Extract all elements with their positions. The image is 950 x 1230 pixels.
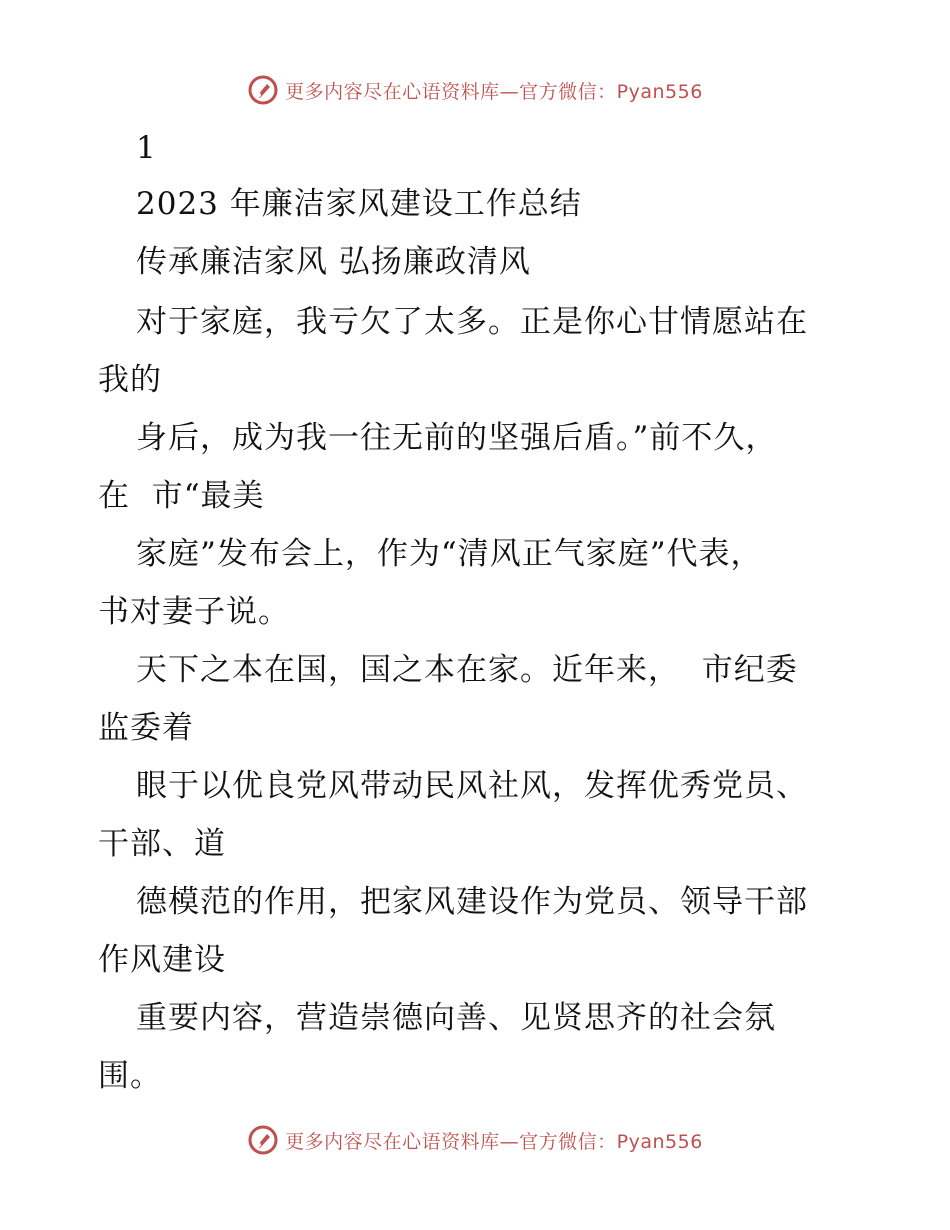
- paragraph-line: 眼于以优良党风带动民风社风，发挥优秀党员、: [136, 768, 808, 804]
- paragraph-line: 干部、道: [98, 826, 226, 862]
- footer-watermark: [0, 1120, 950, 1160]
- document-title: 2023 年廉洁家风建设工作总结: [136, 186, 582, 222]
- paragraph-line: 身后，成为我一往无前的坚强后盾。”前不久，: [136, 420, 778, 456]
- pen-nib-logo-icon: [247, 74, 279, 106]
- paragraph-line: 监委着: [98, 710, 194, 746]
- pen-nib-logo-icon: [247, 1124, 279, 1156]
- document-subtitle: 传承廉洁家风 弘扬廉政清风: [136, 244, 531, 280]
- watermark-text: 更多内容尽在心语资料库—官方微信：Pyan556: [285, 1130, 703, 1153]
- paragraph-line: 德模范的作用，把家风建设作为党员、领导干部: [136, 884, 808, 920]
- watermark-text: 更多内容尽在心语资料库—官方微信：Pyan556: [285, 80, 703, 103]
- header-watermark: [0, 70, 950, 110]
- paragraph-line: 书对妻子说。: [98, 594, 290, 630]
- paragraph-line: 作风建设: [98, 942, 226, 978]
- paragraph-line: 我的: [98, 362, 162, 398]
- paragraph-line: 围。: [98, 1058, 162, 1094]
- paragraph-line: 在 市“最美: [98, 478, 265, 514]
- paragraph-line: 对于家庭，我亏欠了太多。正是你心甘情愿站在: [136, 304, 808, 340]
- paragraph-line: 家庭”发布会上，作为“清风正气家庭”代表，: [136, 536, 763, 572]
- page-number: 1: [136, 130, 157, 166]
- paragraph-line: 重要内容，营造崇德向善、见贤思齐的社会氛: [136, 1000, 776, 1036]
- paragraph-line: 天下之本在国，国之本在家。近年来， 市纪委: [136, 652, 798, 688]
